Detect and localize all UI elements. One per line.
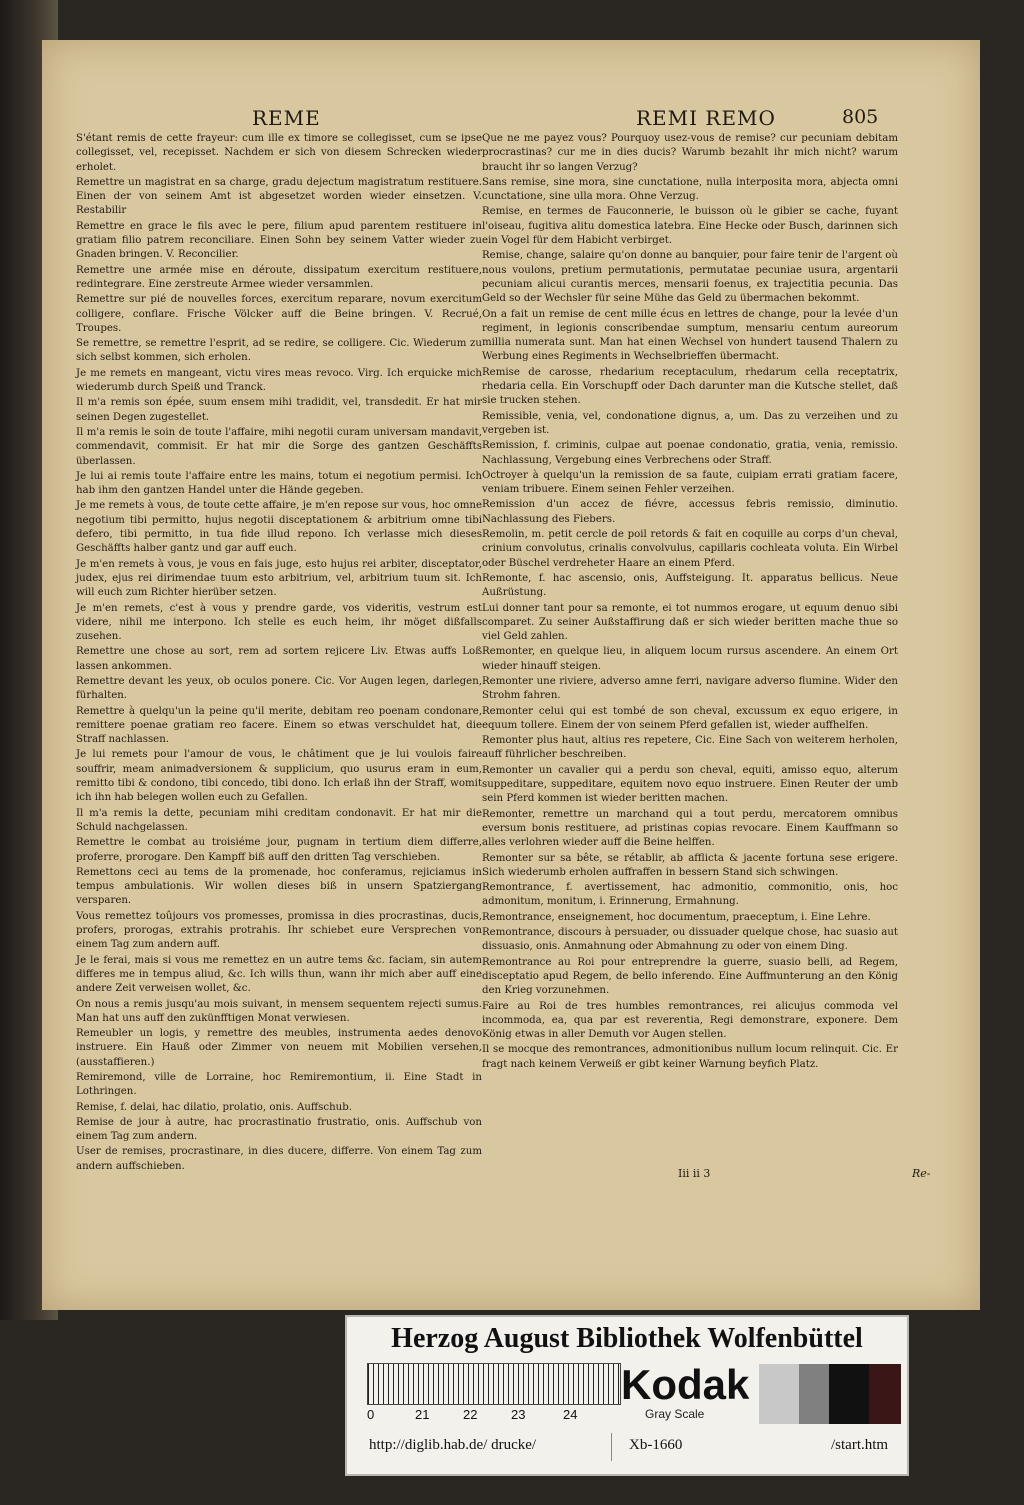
dictionary-entry: Remise de jour à autre, hac procrastinatio frustratio, onis. Auffschub von einem Tag zum andern. bbox=[76, 1116, 482, 1143]
dictionary-entry: On a fait un remise de cent mille écus en lettres de change, pour la levée d'un regiment, in legionis conscribendae sumptum, mensariu centum aureorum millia numerata sunt. Man hat einen Wechsel von hundert tausend Thalern zu Werbung eines Regiments in Wechselbrieffen übermacht. bbox=[482, 308, 898, 363]
dictionary-entry: Remontrance, discours à persuader, ou dissuader quelque chose, hac suasio aut dissuasio, onis. Anmahnung oder Abmahnung zu oder von einem Ding. bbox=[482, 927, 898, 953]
dictionary-entry: Je lui remets pour l'amour de vous, le châtiment que je lui voulois faire souffrir, meam animadversionem & supplicium, quo usurus eram in eum, remitto tibi & condono, tibi concedo, tibi dono. Ich erlaß ihn der Straff, womit ich ihn hab belegen wollen euch zu Gefallen. bbox=[76, 749, 482, 804]
dictionary-entry: Remettons ceci au tems de la promenade, hoc conferamus, rejiciamus in tempus ambulationis. Wir wollen dieses biß in unsern Spatziergang versparen. bbox=[76, 866, 482, 907]
dictionary-entry: Remeubler un logis, y remettre des meubles, instrumenta aedes denovo instruere. Ein Hauß oder Zimmer von neuem mit Mobilien versehen, (ausstaffieren.) bbox=[76, 1028, 482, 1068]
ruler-scale bbox=[367, 1363, 621, 1405]
dictionary-entry: Remontrance au Roi pour entreprendre la guerre, suasio belli, ad Regem, disceptatio apud Regem, de bello inferendo. Eine Auffmunterung an den König den Krieg vorzunehmen. bbox=[482, 956, 898, 997]
gray-patch-black bbox=[829, 1364, 869, 1424]
dictionary-entry: Remise, en termes de Fauconnerie, le buisson où le gibier se cache, fuyant l'oiseau, fugitiva alitu domestica latebra. Eine Hecke oder Busch, darinnen sich ein Vogel für dem Habicht verbirget. bbox=[482, 206, 898, 247]
dictionary-entry: On nous a remis jusqu'au mois suivant, in mensem sequentem rejecti sumus. Man hat uns auff den zukünfftigen Monat verwiesen. bbox=[76, 998, 482, 1024]
dictionary-entry: Remettre une chose au sort, rem ad sortem rejicere Liv. Etwas auffs Loß lassen ankommen. bbox=[76, 646, 482, 672]
dictionary-entry: Je me remets en mangeant, victu vires meas revoco. Virg. Ich erquicke mich wiederumb durch Speiß und Tranck. bbox=[76, 367, 482, 394]
dictionary-entry: User de remises, procrastinare, in dies ducere, differre. Von einem Tag zum andern auffschieben. bbox=[76, 1146, 482, 1172]
dictionary-entry: Il m'a remis son épée, suum ensem mihi tradidit, vel, transdedit. Er hat mir seinen Degen zugestellet. bbox=[76, 397, 482, 423]
dictionary-entry: Remission, f. criminis, culpae aut poenae condonatio, gratia, venia, remissio. Nachlassung, Vergebung eines Verbrechens oder Straff. bbox=[482, 440, 898, 466]
signature-mark: Iii ii 3 bbox=[678, 1167, 711, 1180]
dictionary-entry: Remontrance, f. avertissement, hac admonitio, commonitio, onis, hoc admonitum, monitum, i. Erinnerung, Ermahnung. bbox=[482, 882, 898, 908]
scale-number: 24 bbox=[563, 1407, 578, 1422]
scale-number: 22 bbox=[463, 1407, 478, 1422]
scale-number: 0 bbox=[367, 1407, 375, 1422]
dictionary-entry: Se remettre, se remettre l'esprit, ad se redire, se colligere. Cic. Wiederum zu sich selbst kommen, sich erholen. bbox=[76, 338, 482, 364]
dictionary-entry: Sans remise, sine mora, sine cunctatione, nulla interposita mora, abjecta omni cunctatione, sine ulla mora. Ohne Verzug. bbox=[482, 176, 898, 203]
dictionary-entry: Il m'a remis la dette, pecuniam mihi creditam condonavit. Er hat mir die Schuld nachgelassen. bbox=[76, 807, 482, 833]
scan-color-target-label bbox=[345, 1315, 909, 1476]
dictionary-entry: Remise, change, salaire qu'on donne au banquier, pour faire tenir de l'argent où nous voulons, pretium permutationis, permutatae pecuniae usura, argentarii pecuniam alicui curantis merces, mensarii foenus, ex trajectitia pecunia. Das Geld so der Wechsler für seine Mühe das Geld zu übermachen bekommt. bbox=[482, 250, 898, 305]
scale-number: 23 bbox=[511, 1407, 526, 1422]
dictionary-page bbox=[42, 40, 980, 1310]
dictionary-entry: Remonter un cavalier qui a perdu son cheval, equiti, amisso equo, alterum suppeditare, suppeditare, equitem novo equo instruere. Einen Reuter der umb sein Pferd kommen ist wieder beritten machen. bbox=[482, 764, 898, 805]
dictionary-entry: Remonter celui qui est tombé de son cheval, excussum ex equo erigere, in equum tollere. Einem der von seinem Pferd gefallen ist, wieder auffhelfen. bbox=[482, 705, 898, 731]
dictionary-entry: Je le ferai, mais si vous me remettez en un autre tems &c. faciam, sin autem differes me in tempus aliud, &c. Ich wills thun, wann ihr mich aber auff eine andere Zeit verweisen wollet, &c. bbox=[76, 954, 482, 995]
dictionary-entry: Je m'en remets, c'est à vous y prendre garde, vos videritis, vestrum est videre, nihil me interpono. Ich stelle es euch heim, ihr möget dißfalls zusehen. bbox=[76, 602, 482, 643]
dictionary-entry: Remise, f. delai, hac dilatio, prolatio, onis. Auffschub. bbox=[76, 1101, 352, 1113]
dictionary-entry: Remonter sur sa bête, se rétablir, ab afflicta & jacente fortuna sese erigere. Sich wiederumb erholen auffraffen in bessern Stand sich schwingen. bbox=[482, 852, 898, 878]
dictionary-entry: Octroyer à quelqu'un la remission de sa faute, cuipiam errati gratiam facere, veniam tribuere. Einem seinen Fehler verzeihen. bbox=[482, 469, 898, 496]
catchword: Re- bbox=[912, 1167, 931, 1180]
header-right-words: REMI REMO bbox=[636, 106, 776, 130]
dictionary-entry: Remettre sur pié de nouvelles forces, exercitum reparare, novum exercitum colligere, conflare. Frische Völcker auff die Beine bringen. V. Recrué, Troupes. bbox=[76, 294, 482, 334]
library-name: Herzog August Bibliothek Wolfenbüttel bbox=[391, 1323, 863, 1354]
right-column bbox=[482, 132, 898, 1073]
dictionary-entry: Que ne me payez vous? Pourquoy usez-vous de remise? cur pecuniam debitam procrastinas? cur me in dies ducis? Warumb bezahlt ihr mich nicht? warum braucht ihr so langen Verzug? bbox=[482, 133, 898, 173]
gray-patch-mid bbox=[799, 1364, 829, 1424]
dictionary-entry: Je lui ai remis toute l'affaire entre les mains, totum ei negotium permisi. Ich hab ihm den gantzen Handel unter die Hände gegeben. bbox=[76, 470, 482, 497]
dictionary-entry: Je me remets à vous, de toute cette affaire, je m'en repose sur vous, hoc omne negotium tibi permitto, hujus negotii disceptationem & arbitrium omne tibi defero, tibi permitto, in tua fide illud repono. Ich verlasse mich dieses Geschäffts halber gantz und gar auff euch. bbox=[76, 500, 482, 555]
dictionary-entry: Remonte, f. hac ascensio, onis, Auffsteigung. It. apparatus bellicus. Neue Außrüstung. bbox=[482, 572, 898, 599]
kodak-logo: Kodak bbox=[621, 1361, 750, 1408]
left-column bbox=[76, 132, 482, 1175]
scale-number: 21 bbox=[415, 1407, 430, 1422]
dictionary-entry: Remiremond, ville de Lorraine, hoc Remiremontium, ii. Eine Stadt in Lothringen. bbox=[76, 1072, 482, 1098]
dictionary-entry: Faire au Roi de tres humbles remontrances, rei alicujus commoda vel incommoda, ea, qua par est reverentia, Regi demonstrare, exponere. Dem König etwas in aller Demuth vor Augen stellen. bbox=[482, 1000, 898, 1041]
gray-scale-caption: Gray Scale bbox=[645, 1407, 705, 1421]
dictionary-entry: S'étant remis de cette frayeur: cum ille ex timore se collegisset, cum se ipse collegisset, vel, recepisset. Nachdem er sich von diesem Schrecken wieder erholet. bbox=[76, 133, 482, 173]
dictionary-entry: Remission d'un accez de fiévre, accessus febris remissio, diminutio. Nachlassung des Fiebers. bbox=[482, 499, 898, 525]
dictionary-entry: Remettre un magistrat en sa charge, gradu dejectum magistratum restituere. Einen der von seinem Amt ist abgesetzet worden wieder einsetzen. V. Restabilir bbox=[76, 176, 482, 217]
dictionary-entry: Je m'en remets à vous, je vous en fais juge, esto hujus rei arbiter, disceptator, judex, ejus rei dirimendae tuum esto arbitrium, vel, arbitrium tuum sit. Ich will euch zum Richter hierüber setzen. bbox=[76, 558, 482, 599]
dictionary-entry: Remolin, m. petit cercle de poil retords & fait en coquille au corps d'un cheval, crinium convolutus, crinalis convolvulus, capillaris cochleata voluta. Ein Wirbel oder Büschel verdreheter Haare an einem Pferd. bbox=[482, 529, 898, 569]
dictionary-entry: Lui donner tant pour sa remonte, ei tot nummos erogare, ut equum denuo sibi comparet. Zu seiner Außstaffirung daß er sich wieder beritten mache thue so viel Geld zahlen. bbox=[482, 602, 898, 643]
label-divider bbox=[611, 1433, 612, 1461]
start-path: /start.htm bbox=[831, 1437, 889, 1453]
dictionary-entry: Il m'a remis le soin de toute l'affaire, mihi negotii curam universam mandavit, commendavit, commisit. Er hat mir die Sorge des gantzen Geschäffts überlassen. bbox=[76, 426, 482, 467]
dictionary-entry: Remonter une riviere, adverso amne ferri, navigare adverso flumine. Wider den Strohm fahren. bbox=[482, 675, 898, 702]
dictionary-entry: Remonter, en quelque lieu, in aliquem locum rursus ascendere. An einem Ort wieder hinauff steigen. bbox=[482, 646, 898, 672]
dictionary-entry: Remettre en grace le fils avec le pere, filium apud parentem restituere in gratiam filio patrem reconciliare. Einen Sohn bey seinem Vatter wieder zu Gnaden bringen. V. Reconcilier. bbox=[76, 220, 482, 261]
shelfmark: Xb-1660 bbox=[629, 1437, 683, 1453]
gray-patch-light bbox=[759, 1364, 799, 1424]
dictionary-entry: Remettre une armée mise en déroute, dissipatum exercitum restituere, redintegrare. Eine zerstreute Armee wieder versammlen. bbox=[76, 264, 482, 290]
dictionary-entry: Remontrance, enseignement, hoc documentum, praeceptum, i. Eine Lehre. bbox=[482, 911, 871, 923]
dictionary-entry: Remettre devant les yeux, ob oculos ponere. Cic. Vor Augen legen, darlegen, fürhalten. bbox=[76, 675, 482, 702]
page-number: 805 bbox=[842, 106, 879, 128]
header-left-word: REME bbox=[252, 106, 321, 130]
dictionary-entry: Remonter plus haut, altius res repetere, Cic. Eine Sach von weiterem herholen, auff führlicher beschreiben. bbox=[482, 735, 898, 761]
dictionary-entry: Remonter, remettre un marchand qui a tout perdu, mercatorem omnibus eversum bonis restituere, ad pristinas copias revocare. Einem Kauffmann so alles verlohren wieder auff die Beine helffen. bbox=[482, 808, 898, 849]
dictionary-entry: Il se mocque des remontrances, admonitionibus nullum locum relinquit. Cic. Er fragt nach keinem Verweiß er gibt keiner Warnung beyfich Platz. bbox=[482, 1044, 898, 1070]
dictionary-entry: Remise de carosse, rhedarium receptaculum, rhedarum cella receptatrix, rhedaria cella. Ein Vorschupff oder Dach darunter man die Kutsche stellet, daß sie trucken stehen. bbox=[482, 366, 898, 407]
gray-patch-dark bbox=[869, 1364, 901, 1424]
catalog-url: http://diglib.hab.de/ drucke/ bbox=[369, 1437, 537, 1453]
dictionary-entry: Remettre à quelqu'un la peine qu'il merite, debitam reo poenam condonare, remittere poenae gratiam reo facere. Einem so etwas verschuldet hat, die Straff nachlassen. bbox=[76, 705, 482, 746]
dictionary-entry: Remissible, venia, vel, condonatione dignus, a, um. Das zu verzeihen und zu vergeben ist. bbox=[482, 410, 898, 436]
dictionary-entry: Vous remettez toûjours vos promesses, promissa in dies procrastinas, ducis, profers, prorogas, extrahis protrahis. Ihr schiebet eure Versprechen von einem Tag zum andern auff. bbox=[76, 910, 482, 951]
dictionary-entry: Remettre le combat au troisiéme jour, pugnam in tertium diem differre, proferre, prorogare. Den Kampff biß auff den dritten Tag verschieben. bbox=[76, 837, 482, 863]
